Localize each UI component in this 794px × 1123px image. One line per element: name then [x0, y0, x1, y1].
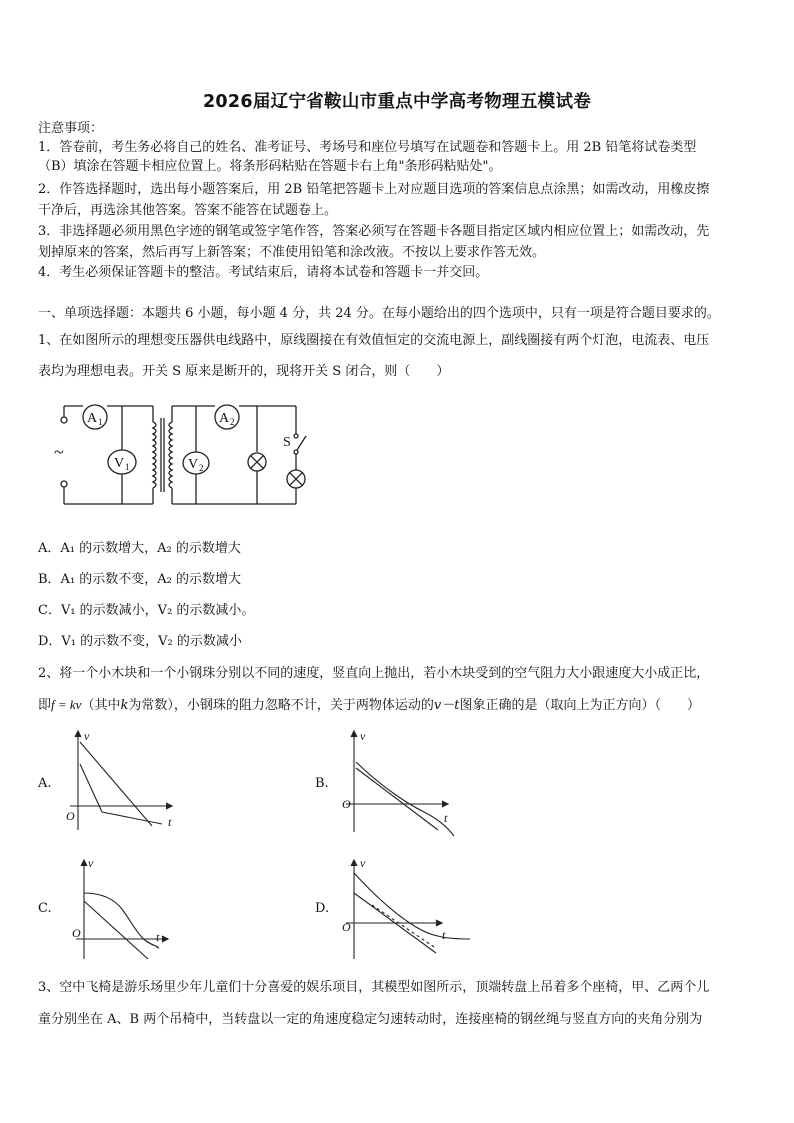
ammeter-a2-label: A	[219, 411, 230, 426]
q2-option-a-label: A.	[38, 776, 52, 791]
q1-option-c: C．V₁ 的示数减小，V₂ 的示数减小。	[38, 603, 255, 618]
notice-line: 2．作答选择题时，选出每小题答案后，用 2B 铅笔把答题卡上对应题目选项的答案信息点涂黑；如需改动，用橡皮擦	[38, 182, 710, 197]
q1-option-d: D．V₁ 的示数不变，V₂ 的示数减小	[38, 634, 242, 649]
v-t-symbol: v－t	[433, 698, 460, 713]
origin-label: O	[66, 809, 75, 823]
axis-t-label: t	[444, 811, 448, 825]
axis-v-label: v	[360, 856, 366, 870]
notice-line: （B）填涂在答题卡相应位置上。将条形码粘贴在答题卡右上角"条形码粘贴处"。	[38, 159, 502, 174]
axis-v-label: v	[84, 729, 90, 743]
q2-option-c-label: C.	[38, 901, 52, 916]
q2-graph-a	[62, 728, 182, 838]
q3-stem: 童分别坐在 A、B 两个吊椅中，当转盘以一定的角速度稳定匀速转动时，连接座椅的钢丝绳与竖直方向的夹角分别为	[38, 1012, 703, 1027]
formula-f-kv: f = kv	[51, 697, 82, 712]
notice-line: 4．考生必须保证答题卡的整洁。考试结束后，请将本试卷和答题卡一并交回。	[38, 265, 489, 280]
axis-v-label: v	[360, 729, 366, 743]
q1-option-a: A．A₁ 的示数增大，A₂ 的示数增大	[38, 541, 241, 556]
q1-stem: 1、在如图所示的理想变压器供电线路中，原线圈接在有效值恒定的交流电源上，副线圈接有两个灯泡，电流表、电压	[38, 333, 710, 348]
q1-option-b: B．A₁ 的示数不变，A₂ 的示数增大	[38, 572, 242, 587]
voltmeter-v2-subscript: 2	[199, 463, 204, 473]
ac-source-symbol: ~	[54, 442, 64, 462]
voltmeter-v2-label: V	[188, 457, 199, 472]
ammeter-a2-subscript: 2	[230, 417, 235, 427]
ammeter-a1-label: A	[87, 411, 98, 426]
origin-label: O	[342, 797, 351, 811]
section-heading: 一、单项选择题：本题共 6 小题，每小题 4 分，共 24 分。在每小题给出的四个选项中，只有一项是符合题目要求的。	[38, 306, 720, 321]
q2-graph-c	[62, 855, 182, 965]
notice-line: 干净后，再选涂其他答案。答案不能答在试题卷上。	[38, 203, 338, 218]
axis-v-label: v	[88, 856, 94, 870]
constant-k: k	[120, 698, 129, 713]
q2-stem: 2、将一个小木块和一个小钢珠分别以不同的速度，竖直向上抛出，若小木块受到的空气阻力大小跟速度大小成正比，	[38, 666, 710, 681]
switch-s-label: S	[283, 435, 291, 450]
q1-stem: 表均为理想电表。开关 S 原来是断开的，现将开关 S 闭合，则（ ）	[38, 364, 450, 379]
q2-graph-b	[338, 728, 463, 838]
q2-option-b-label: B.	[315, 776, 329, 791]
notice-line: 划掉原来的答案，然后再写上新答案；不准使用铅笔和涂改液。不按以上要求作答无效。	[38, 245, 546, 260]
origin-label: O	[72, 926, 81, 940]
q2-graph-d	[336, 855, 476, 965]
axis-t-label: t	[156, 930, 160, 944]
q2-stem: 即f = kv（其中k为常数），小钢珠的阻力忽略不计，关于两物体运动的v－t图象正确的是（取向上为正方向）（ ）	[38, 697, 700, 713]
notice-heading: 注意事项：	[38, 121, 104, 136]
page-title: 2026届辽宁省鞍山市重点中学高考物理五模试卷	[202, 92, 592, 112]
notice-line: 3．非选择题必须用黑色字迹的钢笔或签字笔作答，答案必须写在答题卡各题目指定区域内相应位置上；如需改动，先	[38, 224, 710, 239]
voltmeter-v1-label: V	[114, 456, 125, 471]
axis-t-label: t	[168, 815, 172, 829]
axis-t-label: t	[442, 928, 446, 942]
q2-option-d-label: D.	[315, 901, 330, 916]
q3-stem: 3、空中飞椅是游乐场里少年儿童们十分喜爱的娱乐项目，其模型如图所示，顶端转盘上吊着多个座椅，甲、乙两个儿	[38, 980, 710, 995]
notice-line: 1．答卷前，考生务必将自己的姓名、准考证号、考场号和座位号填写在试题卷和答题卡上。用 2B 铅笔将试卷类型	[38, 140, 697, 155]
origin-label: O	[342, 920, 351, 934]
voltmeter-v1-subscript: 1	[125, 462, 130, 472]
transformer-circuit-diagram	[50, 400, 320, 510]
ammeter-a1-subscript: 1	[98, 417, 103, 427]
